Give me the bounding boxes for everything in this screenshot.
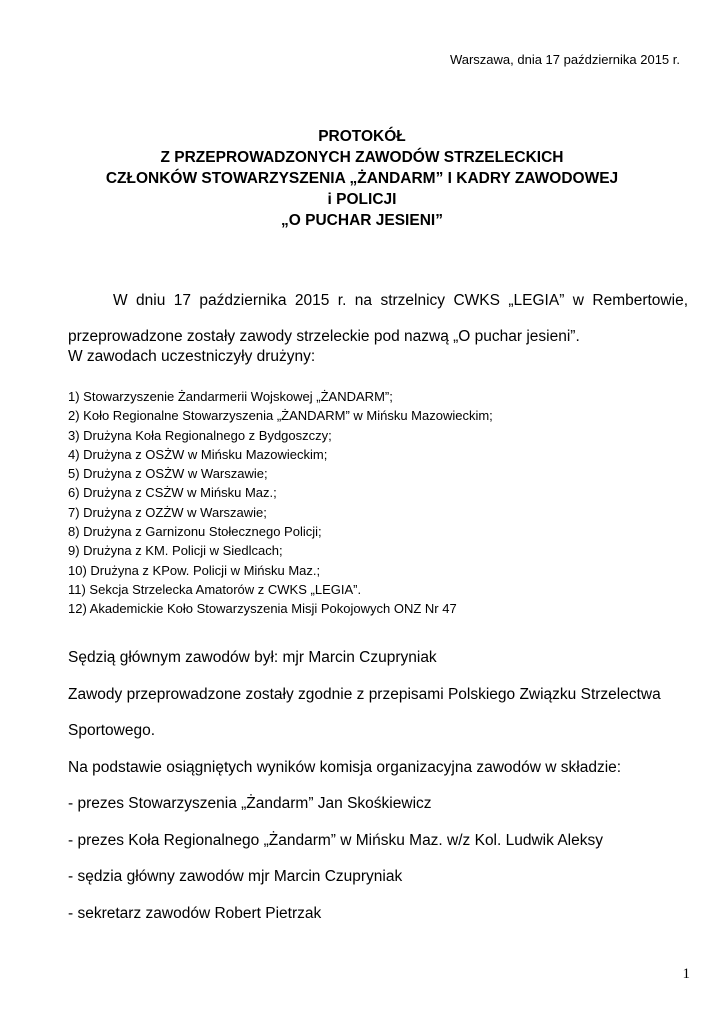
intro-paragraph <box>68 283 688 355</box>
list-item: 7) Drużyna z OZŻW w Warszawie; <box>68 504 267 520</box>
title-line: CZŁONKÓW STOWARZYSZENIA „ŻANDARM” I KADRY ZAWODOWEJ <box>105 170 619 187</box>
judge-line: Sędzią głównym zawodów był: mjr Marcin Czupryniak <box>68 649 437 666</box>
title-line: Z PRZEPROWADZONYCH ZAWODÓW STRZELECKICH <box>160 149 564 166</box>
list-item: 6) Drużyna z CSŻW w Mińsku Maz.; <box>68 485 277 501</box>
committee-member: - sekretarz zawodów Robert Pietrzak <box>68 904 322 922</box>
list-item: 1) Stowarzyszenie Żandarmerii Wojskowej „ŻANDARM”; <box>68 389 393 404</box>
rules-line-1: Zawody przeprowadzone zostały zgodnie z przepisami Polskiego Związku Strzelectwa <box>68 685 661 703</box>
teams-list <box>68 387 493 619</box>
body-text <box>68 640 698 932</box>
list-item: 5) Drużyna z OSŻW w Warszawie; <box>68 466 268 482</box>
title-line: PROTOKÓŁ <box>318 128 406 145</box>
committee-line: Na podstawie osiągniętych wyników komisja organizacyjna zawodów w składzie: <box>68 758 622 776</box>
page-number: 1 <box>682 966 690 982</box>
list-item: 8) Drużyna z Garnizonu Stołecznego Policji; <box>68 524 322 540</box>
committee-member: - prezes Stowarzyszenia „Żandarm” Jan Skośkiewicz <box>68 795 432 812</box>
list-item: 3) Drużyna Koła Regionalnego z Bydgoszczy; <box>68 427 332 443</box>
document-title <box>0 126 724 231</box>
list-item: 10) Drużyna z KPow. Policji w Mińsku Maz.; <box>68 562 321 578</box>
list-item: 12) Akademickie Koło Stowarzyszenia Misji Pokojowych ONZ Nr 47 <box>68 601 457 617</box>
committee-member: - sędzia główny zawodów mjr Marcin Czupryniak <box>68 868 403 885</box>
title-line: „O PUCHAR JESIENI” <box>281 212 443 229</box>
committee-member: - prezes Koła Regionalnego „Żandarm” w Mińsku Maz. w/z Kol. Ludwik Aleksy <box>68 831 603 849</box>
intro-line-1: W dniu 17 października 2015 r. na strzelnicy CWKS „LEGIA” w Rembertowie, <box>113 292 688 309</box>
intro-line-2: przeprowadzone zostały zawody strzeleckie pod nazwą „O puchar jesieni”. <box>68 328 580 345</box>
title-line: i POLICJI <box>327 191 397 208</box>
list-item: 2) Koło Regionalne Stowarzyszenia „ŻANDARM” w Mińsku Mazowieckim; <box>68 408 493 424</box>
list-item: 9) Drużyna z KM. Policji w Siedlcach; <box>68 543 283 559</box>
rules-line-2: Sportowego. <box>68 722 156 739</box>
list-item: 11) Sekcja Strzelecka Amatorów z CWKS „LEGIA”. <box>68 581 362 597</box>
teams-heading: W zawodach uczestniczyły drużyny: <box>68 348 316 365</box>
date-line: Warszawa, dnia 17 października 2015 r. <box>449 52 680 67</box>
list-item: 4) Drużyna z OSŻW w Mińsku Mazowieckim; <box>68 446 328 462</box>
